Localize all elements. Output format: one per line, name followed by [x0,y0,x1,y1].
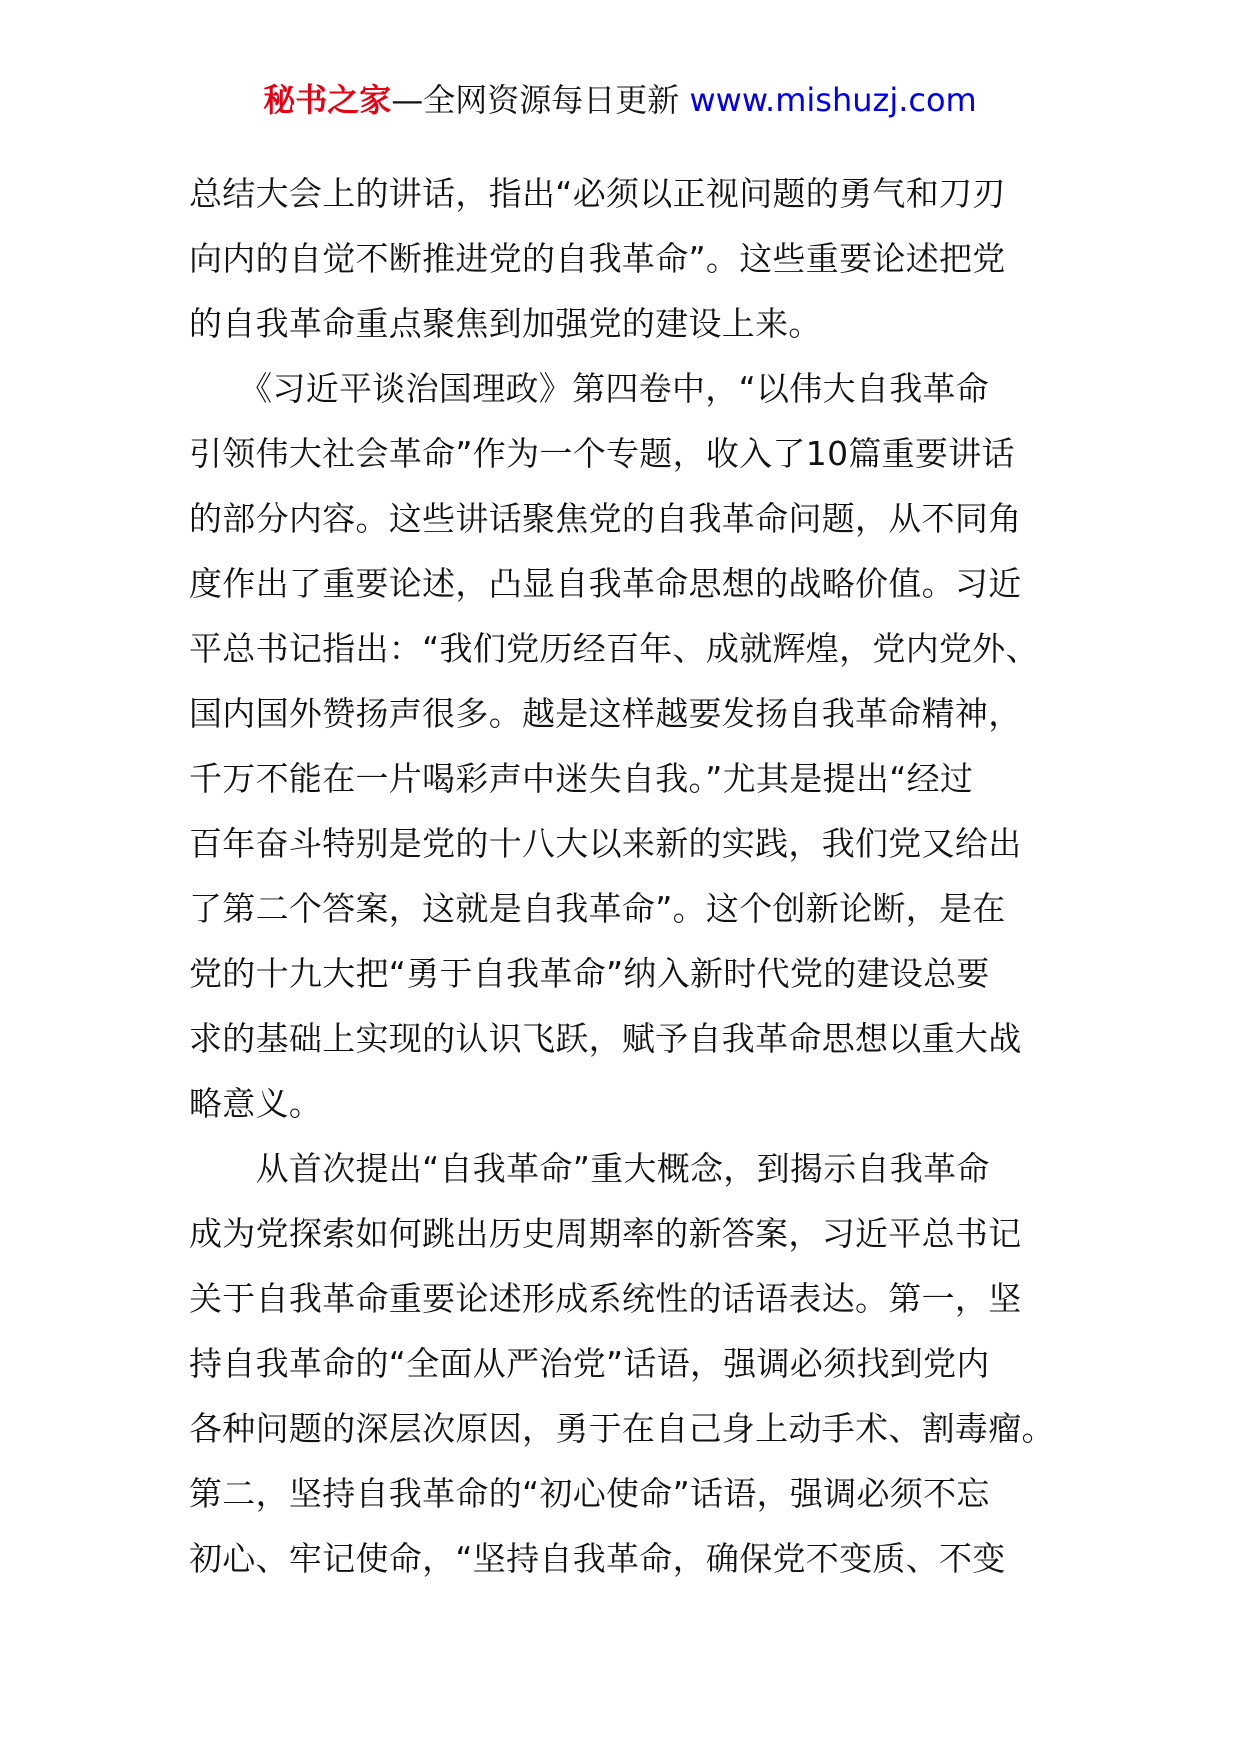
text-line: 持自我革命的“全面从严治党”话语，强调必须找到党内 [189,1344,990,1383]
text-line: 略意义。 [189,1084,323,1123]
header-url-link[interactable]: www.mishuzj.com [689,81,977,119]
text-line: 的部分内容。这些讲话聚焦党的自我革命问题，从不同角 [189,499,1022,538]
text-line: 的自我革命重点聚焦到加强党的建设上来。 [189,304,822,343]
text-line: 国内国外赞扬声很多。越是这样越要发扬自我革命精神， [189,694,1022,733]
text-line: 党的十九大把“勇于自我革命”纳入新时代党的建设总要 [189,954,990,993]
text-line: 初心、牢记使命，“坚持自我革命，确保党不变质、不变 [189,1539,1006,1578]
text-line: 《习近平谈治国理政》第四卷中，“以伟大自我革命 [189,369,990,408]
text-line: 千万不能在一片喝彩声中迷失自我。”尤其是提出“经过 [189,759,974,798]
document-body [189,161,1055,1591]
text-line: 百年奋斗特别是党的十八大以来新的实践，我们党又给出 [189,824,1022,863]
header-tagline: —全网资源每日更新 [391,81,690,119]
text-line: 各种问题的深层次原因，勇于在自己身上动手术、割毒瘤。 [189,1409,1055,1448]
text-line: 了第二个答案，这就是自我革命”。这个创新论断，是在 [189,889,1006,928]
text-line: 总结大会上的讲话，指出“必须以正视问题的勇气和刀刃 [189,174,1006,213]
text-line: 引领伟大社会革命”作为一个专题，收入了10篇重要讲话 [189,434,1015,473]
text-line: 求的基础上实现的认识飞跃，赋予自我革命思想以重大战 [189,1019,1022,1058]
text-line: 平总书记指出：“我们党历经百年、成就辉煌，党内党外、 [189,629,1039,668]
page-header [0,78,1240,122]
header-brand: 秘书之家 [263,81,392,119]
text-line: 从首次提出“自我革命”重大概念，到揭示自我革命 [189,1149,990,1188]
text-line: 向内的自觉不断推进党的自我革命”。这些重要论述把党 [189,239,1006,278]
text-line: 成为党探索如何跳出历史周期率的新答案，习近平总书记 [189,1214,1022,1253]
text-line: 第二，坚持自我革命的“初心使命”话语，强调必须不忘 [189,1474,990,1513]
text-line: 关于自我革命重要论述形成系统性的话语表达。第一，坚 [189,1279,1022,1318]
text-line: 度作出了重要论述，凸显自我革命思想的战略价值。习近 [189,564,1022,603]
